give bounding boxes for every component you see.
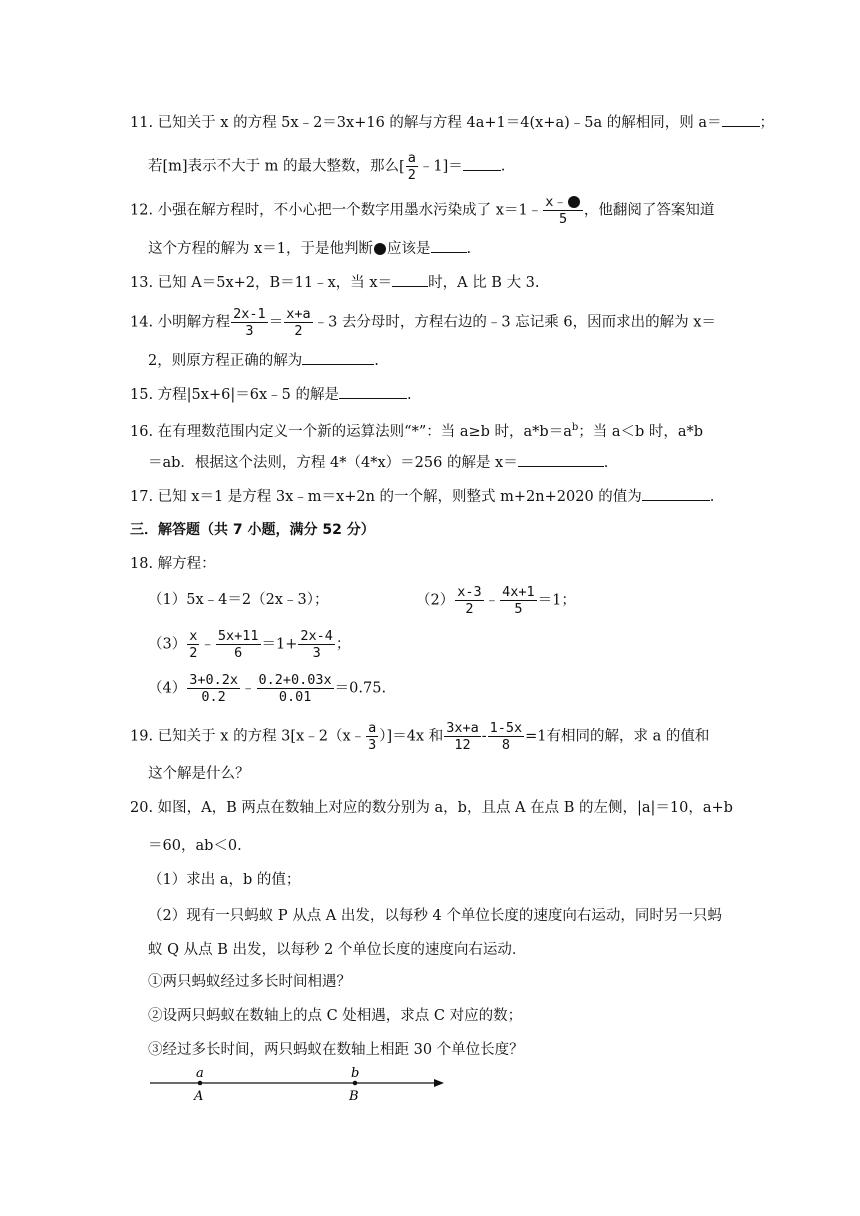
q12-frac-num [543, 194, 583, 211]
q20-part-1: （1）求出 a，b 的值； [148, 872, 301, 888]
q18-part-3 [148, 628, 350, 661]
q19-fraction-3 [488, 720, 525, 753]
q18-part-2 [416, 584, 576, 617]
q16-answer-blank [518, 452, 604, 467]
q17-pre: 17. 已知 x＝1 是方程 3x﹣m＝x+2n 的一个解，则整式 m+2n+2020 的值为 [130, 489, 642, 505]
q16-line2-text: ＝ab．根据这个法则，方程 4*（4*x）＝256 的解是 x＝ [148, 455, 518, 471]
q12-frac-den: 5 [558, 211, 568, 227]
q19-line1-pre: 19. 已知关于 x 的方程 3[x﹣2（x﹣ [130, 728, 366, 745]
q18-title: 18. 解方程： [130, 556, 216, 572]
q18-p3-minus: ﹣ [200, 636, 215, 653]
q18-p3-post: ； [335, 636, 351, 653]
q14-f2-num: x+a [286, 306, 311, 322]
q18-p3-fraction-2 [216, 628, 261, 661]
q14-fraction-2 [284, 306, 312, 339]
q16-line2 [148, 452, 608, 473]
q16-line1 [130, 418, 703, 442]
q19-f2-den: 12 [454, 737, 471, 753]
q13-line [130, 272, 540, 293]
q18-p2-fraction-2 [500, 584, 537, 617]
q16-line1-text: 16. 在有理数范围内定义一个新的运算法则“*”：当 a≥b 时，a*b＝a [130, 423, 572, 440]
q11-answer-blank-2 [463, 156, 501, 171]
ink-blot-icon [568, 196, 580, 208]
q18-p4-f2-num: 0.2+0.03x [258, 672, 332, 688]
q19-minus: - [481, 728, 487, 745]
q14-f1-den: 3 [245, 323, 254, 339]
q17-line [130, 486, 714, 507]
q18-p3-fraction-3 [298, 628, 335, 661]
q14-line1 [130, 306, 716, 339]
q12-line2-post: 应该是 [387, 241, 431, 257]
q14-line1-post: ﹣3 去分母时，方程右边的﹣3 忘记乘 6，因而求出的解为 x＝ [313, 314, 716, 331]
q14-fraction-1 [231, 306, 268, 339]
q14-f2-den: 2 [294, 323, 303, 339]
q18-p3-f2-num: 5x+11 [217, 628, 259, 644]
number-line-figure [150, 1066, 450, 1106]
q18-p2-pre: （2） [416, 592, 455, 609]
q20-part-2-line2: 蚁 Q 从点 B 出发，以每秒 2 个单位长度的速度向右运动． [148, 942, 527, 958]
q18-p4-f2-den: 0.01 [278, 689, 312, 705]
q14-answer-blank [302, 350, 374, 365]
point-a-dot [198, 1081, 203, 1086]
q19-fraction-2 [444, 720, 481, 753]
q12-line2-pre: 这个方程的解为 x＝1，于是他判断 [148, 241, 374, 257]
section-3-heading: 三．解答题（共 7 小题，满分 52 分） [130, 522, 375, 538]
q11-text: 11. 已知关于 x 的方程 5x﹣2＝3x+16 的解与方程 4a+1＝4(x+a)﹣5a 的解相同，则 a＝ [130, 115, 722, 131]
q20-line1: 20. 如图，A，B 两点在数轴上对应的数分别为 a，b，且点 A 在点 B 的左侧，|a|＝10，a+b [130, 800, 733, 816]
q16-superscript: b [571, 422, 579, 433]
q15-pre: 15. 方程|5x+6|＝6x﹣5 的解是 [130, 387, 339, 403]
q19-line1 [130, 720, 709, 753]
q19-f1-num: a [368, 720, 377, 736]
q11-fraction [406, 150, 418, 183]
q11-line1 [130, 112, 774, 133]
q18-p4-minus: ﹣ [241, 680, 256, 697]
label-b: b [351, 1066, 360, 1081]
q12-answer-blank [431, 238, 467, 253]
q11-frac-num: a [407, 150, 416, 166]
q12-fraction [543, 194, 583, 227]
q19-f2-num: 3x+a [446, 720, 479, 736]
point-b-dot [353, 1081, 358, 1086]
ink-blot-icon [374, 243, 386, 255]
q16-line2-end: . [603, 455, 609, 471]
label-A: A [194, 1089, 204, 1104]
q20-line2: ＝60，ab＜0. [148, 838, 242, 854]
q12-frac-num-text: x﹣ [545, 194, 567, 210]
q12-line2 [148, 238, 471, 259]
q15-end: . [406, 387, 412, 403]
q19-f1-den: 3 [368, 737, 377, 753]
q12-line1-pre: 12. 小强在解方程时，不小心把一个数字用墨水污染成了 x＝1﹣ [130, 202, 543, 219]
q19-line1-post: 有相同的解，求 a 的值和 [546, 728, 710, 745]
q17-end: . [709, 489, 715, 505]
q18-p2-f1-den: 2 [465, 601, 474, 617]
q18-part-1: （1）5x﹣4＝2（2x﹣3）； [148, 592, 329, 608]
q13-pre: 13. 已知 A＝5x+2，B＝11﹣x，当 x＝ [130, 275, 393, 291]
q11-line2-end: . [500, 158, 506, 175]
q18-p3-f1-num: x [189, 628, 198, 644]
q18-p3-f3-num: 2x-4 [300, 628, 333, 644]
q15-line [130, 384, 412, 405]
q14-f1-num: 2x-1 [233, 306, 266, 322]
q12-line1 [130, 194, 714, 227]
number-line-arrow-icon [434, 1079, 444, 1087]
q13-answer-blank [392, 272, 428, 287]
q18-p2-f1-num: x-3 [457, 584, 482, 600]
q18-p2-minus: ﹣ [484, 592, 500, 609]
q14-line2-end: . [374, 353, 379, 369]
q20-sub-3: ③经过多长时间，两只蚂蚁在数轴上相距 30 个单位长度？ [148, 1042, 524, 1058]
q11-floor-expression: [ $\frac{a}{2}$ [399, 150, 416, 183]
q18-p4-post: ＝0.75. [334, 680, 387, 697]
q19-eq1: =1 [525, 728, 547, 745]
q18-p4-f1-num: 3+0.2x [189, 672, 239, 688]
q19-fraction-1 [366, 720, 378, 753]
q18-p2-post: ＝1； [537, 592, 576, 609]
q14-eq: ＝ [268, 314, 284, 331]
q19-line1-mid: ）]＝4x 和 [379, 728, 444, 745]
q18-p4-pre: （4） [148, 680, 187, 697]
q20-sub-2: ②设两只蚂蚁在数轴上的点 C 处相遇，求点 C 对应的数； [148, 1008, 523, 1024]
q14-line2-text: 2，则原方程正确的解为 [148, 353, 303, 369]
label-a: a [196, 1066, 204, 1081]
q19-line2: 这个解是什么？ [148, 766, 250, 782]
q18-p2-fraction-1 [455, 584, 483, 617]
label-B: B [349, 1089, 359, 1104]
q11-line2-mid: ﹣1]＝ [418, 158, 463, 175]
q13-post: 时，A 比 B 大 3. [428, 275, 540, 291]
q18-p2-f2-den: 5 [514, 601, 523, 617]
q18-p3-mid: ＝1+ [261, 636, 298, 653]
q18-p3-f2-den: 6 [234, 645, 243, 661]
q11-frac-den: 2 [407, 167, 416, 183]
q20-part-2-line1: （2）现有一只蚂蚁 P 从点 A 出发，以每秒 4 个单位长度的速度向右运动，同时另一只蚂 [148, 908, 722, 924]
q18-p3-fraction-1 [187, 628, 199, 661]
q11-line2-pre: 若[m]表示不大于 m 的最大整数，那么 [148, 158, 400, 175]
q11-answer-blank-1 [722, 112, 760, 127]
q17-answer-blank [642, 486, 710, 501]
q18-p4-fraction-1 [187, 672, 240, 705]
q18-part-4 [148, 672, 386, 705]
q15-answer-blank [339, 384, 407, 399]
q20-sub-1: ①两只蚂蚁经过多长时间相遇？ [148, 974, 351, 990]
q18-p2-f2-num: 4x+1 [502, 584, 535, 600]
q19-f3-num: 1-5x [489, 720, 523, 736]
q12-line1-post: ，他翻阅了答案知道 [583, 202, 715, 219]
q16-line1-post: ；当 a＜b 时，a*b [578, 423, 704, 440]
q14-line1-pre: 14. 小明解方程 [130, 314, 231, 331]
q18-p4-f1-den: 0.2 [201, 689, 226, 705]
q18-p4-fraction-2 [257, 672, 334, 705]
q14-line2 [148, 350, 379, 371]
q18-p3-f1-den: 2 [189, 645, 198, 661]
q12-line2-end: . [466, 241, 472, 257]
q19-f3-den: 8 [501, 737, 510, 753]
q18-p3-pre: （3） [148, 636, 187, 653]
q11-line1-end: ； [759, 115, 775, 131]
q18-p3-f3-den: 3 [312, 645, 321, 661]
q11-line2 [148, 150, 505, 183]
